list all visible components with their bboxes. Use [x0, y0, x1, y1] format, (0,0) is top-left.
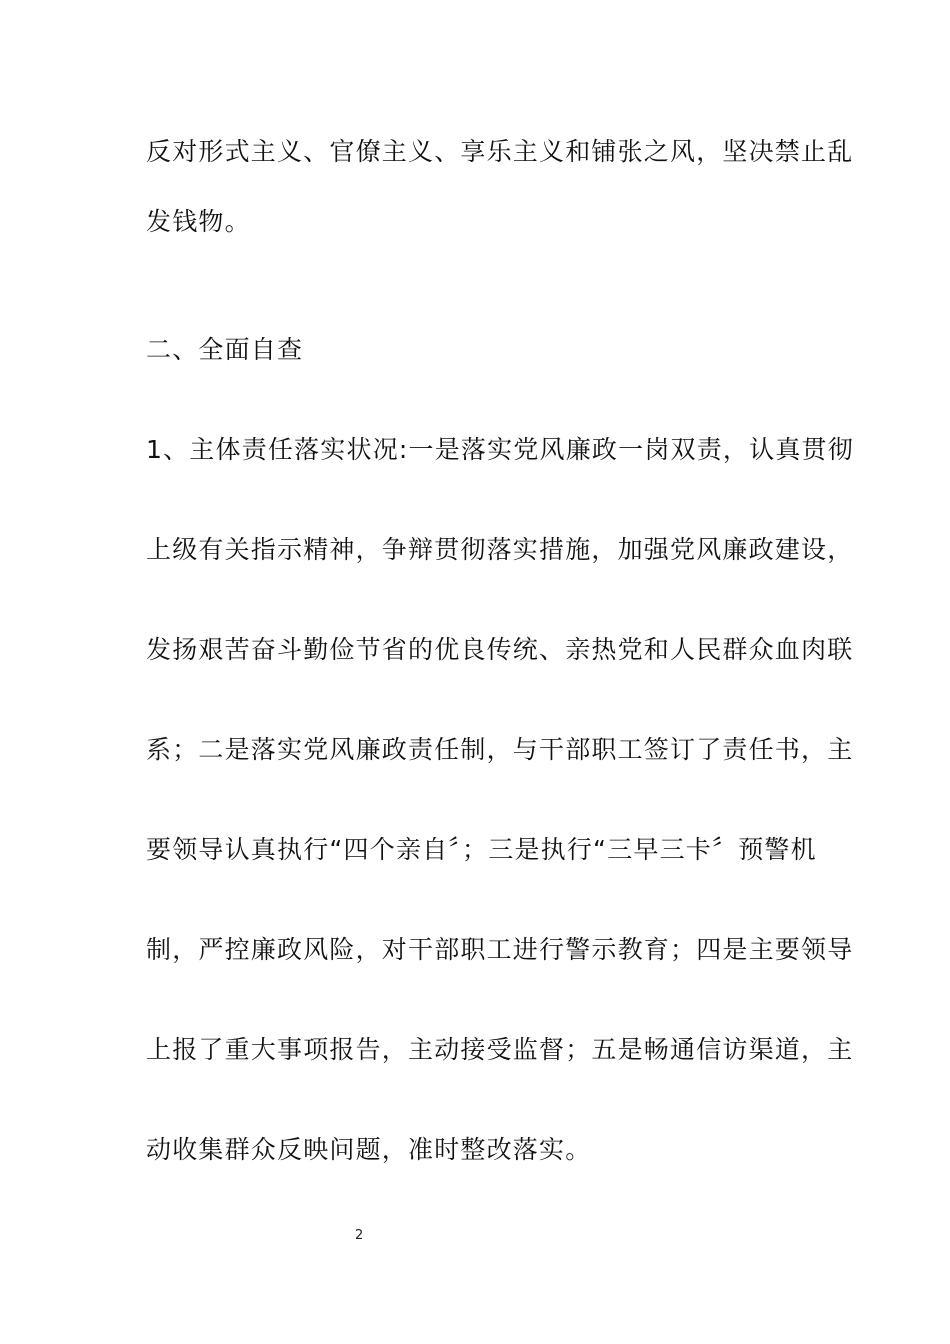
paragraph-line: 发钱物。: [146, 207, 251, 236]
paragraph-line: 上报了重大事项报告，主动接受监督；五是畅通信访渠道，主: [146, 1035, 854, 1064]
paragraph-line: 动收集群众反映问题，准时整改落实。: [146, 1135, 592, 1164]
paragraph-line: 反对形式主义、官僚主义、享乐主义和铺张之风，坚决禁止乱: [146, 137, 854, 166]
page-number: 2: [355, 1228, 364, 1243]
paragraph-line: 要领导认真执行“四个亲自〞；三是执行“三早三卡〞预警机: [146, 835, 817, 864]
paragraph-line: 1、主体责任落实状况:一是落实党风廉政一岗双责，认真贯彻: [146, 435, 854, 464]
paragraph-line: 上级有关指示精神，争辩贯彻落实措施，加强党风廉政建设，: [146, 535, 854, 564]
section-heading: 二、全面自查: [146, 335, 304, 364]
paragraph-line: 发扬艰苦奋斗勤俭节省的优良传统、亲热党和人民群众血肉联: [146, 635, 854, 664]
paragraph-line: 系；二是落实党风廉政责任制，与干部职工签订了责任书，主: [146, 735, 854, 764]
paragraph-line: 制，严控廉政风险，对干部职工进行警示教育；四是主要领导: [146, 935, 854, 964]
